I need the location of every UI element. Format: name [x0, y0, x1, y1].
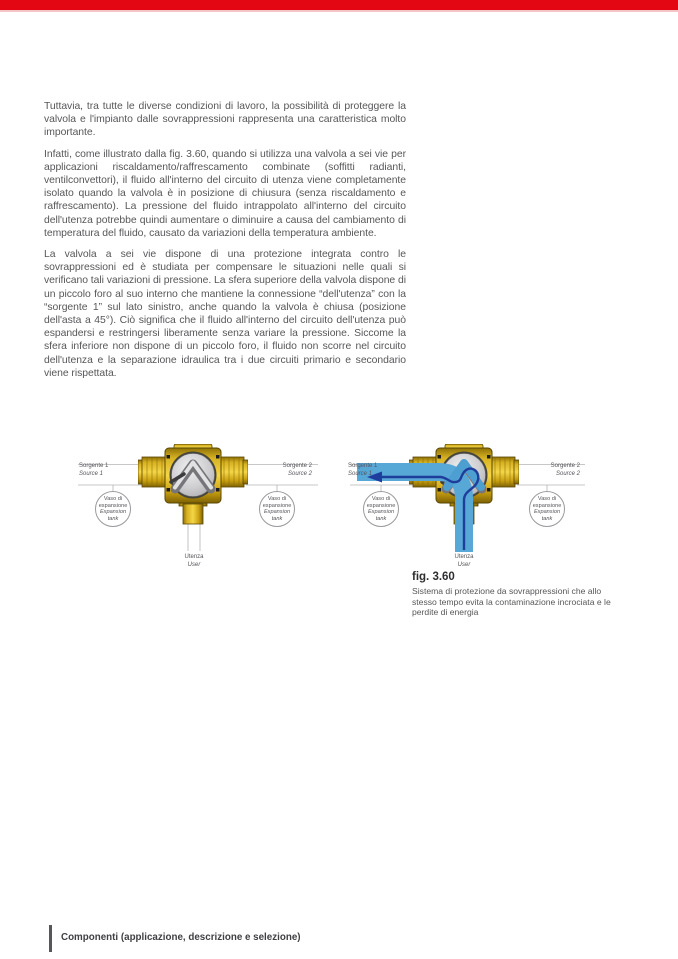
expansion-tank-left-1: Vaso di espansione Expansion tank — [95, 491, 131, 527]
footer-section-title: Componenti (applicazione, descrizione e selezione) — [61, 932, 301, 943]
paragraph-3: La valvola a sei vie dispone di una protezione integrata contro le sovrappressioni ed è studiata per compensare le situazioni nelle quali si verificano tali variazioni di pressione. La sfera superiore della valvola dispone di un piccolo foro al suo interno che mantiene la connessione “dell'utenza” con la “sorgente 1” sul lato sinistro, anche quando la valvola è chiusa (posizione dell'asta a 45°). Ciò significa che il fluido all'interno del circuito dell'utenza può espandersi e restringersi liberamente senza variare la pressione. Siccome la sfera inferiore non dispone di un piccolo foro, il fluido non scorre nel circuito dell'utenza e la separazione idraulica tra i due circuiti primario e secondario viene rispettata. — [44, 249, 406, 379]
expansion-tank-right-2: Vaso di espansione Expansion tank — [529, 491, 565, 527]
footer-accent-bar — [49, 925, 52, 952]
figure-caption-text: Sistema di protezione da sovrappressioni che allo stesso tempo evita la contaminazione incrociata e le perdite di energia — [412, 586, 611, 618]
label-user-left-diagram: Utenza User — [184, 554, 204, 568]
label-source1-left-diagram: Sorgente 1 Source 1 — [79, 463, 109, 477]
paragraph-2: Infatti, come illustrato dalla fig. 3.60, quando si utilizza una valvola a sei vie per applicazioni riscaldamento/raffrescamento combinate (soffitti radianti, ventilconvettori), il fluido all'interno del circuito di utenza viene completamente isolato quando la valvola è in posizione di chiusura (senza riscaldamento e raffrescamento). La pressione del fluido intrappolato all'interno del circuito dell'utenza potrebbe quindi aumentare o diminuire a causa del cambiamento di temperatura del fluido, causato da variazioni della temperatura ambiente. — [44, 148, 406, 239]
label-user-right-diagram: Utenza User — [454, 554, 474, 568]
expansion-tank-left-2: Vaso di espansione Expansion tank — [259, 491, 295, 527]
paragraph-1: Tuttavia, tra tutte le diverse condizioni di lavoro, la possibilità di proteggere la valvola e l'impianto dalle sovrappressioni rappresenta una caratteristica molto importante. — [44, 101, 406, 139]
figure-caption-block — [412, 571, 626, 618]
label-source2-left-diagram: Sorgente 2 Source 2 — [282, 463, 312, 477]
label-source2-right-diagram: Sorgente 2 Source 2 — [550, 463, 580, 477]
figure-number: fig. 3.60 — [412, 571, 455, 583]
label-source1-right-diagram: Sorgente 1 Source 1 — [348, 463, 378, 477]
expansion-tank-right-1: Vaso di espansione Expansion tank — [363, 491, 399, 527]
six-way-valve-illustration-left — [138, 444, 248, 524]
